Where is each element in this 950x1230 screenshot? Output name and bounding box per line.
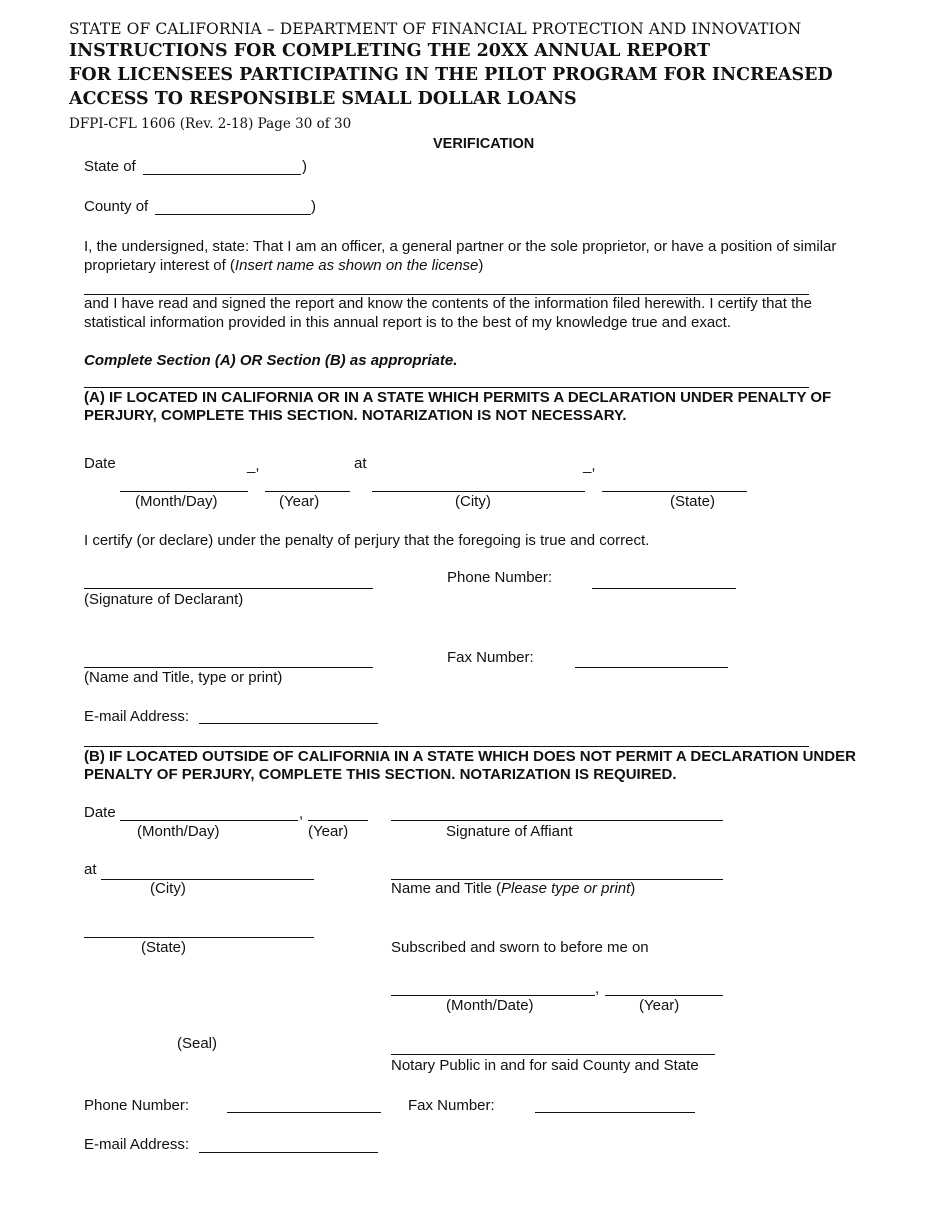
section-b-email-label: E-mail Address:	[84, 1136, 190, 1153]
state-paren: )	[302, 158, 307, 175]
section-b-city-caption: (City)	[150, 880, 186, 897]
intro-paragraph	[84, 237, 884, 275]
agency-line: STATE OF CALIFORNIA – DEPARTMENT OF FINANCIAL PROTECTION AND INNOVATION	[69, 20, 802, 38]
section-a-date-label: Date	[84, 455, 116, 472]
section-b-rule	[84, 746, 809, 747]
section-a-at-label: at	[354, 455, 367, 472]
section-b-year-field[interactable]	[308, 820, 368, 821]
section-a-city-field[interactable]	[372, 491, 585, 492]
affiant-signature-field[interactable]	[391, 820, 723, 821]
report-title-line-2: FOR LICENSEES PARTICIPATING IN THE PILOT PROGRAM FOR INCREASED	[69, 65, 833, 85]
section-b-date-label: Date	[84, 804, 116, 821]
name-title-field[interactable]	[84, 667, 373, 668]
subscribed-sworn-text: Subscribed and sworn to before me on	[391, 939, 649, 956]
county-paren: )	[311, 198, 316, 215]
county-of-label: County of	[84, 198, 149, 215]
seal-label: (Seal)	[177, 1035, 218, 1052]
section-a-year-caption: (Year)	[279, 493, 320, 510]
section-b-comma: ,	[299, 805, 304, 822]
state-of-field[interactable]	[143, 174, 301, 175]
section-a-month-day-field[interactable]	[120, 491, 248, 492]
sworn-comma: ,	[595, 980, 600, 997]
section-b-at-label: at	[84, 861, 97, 878]
name-title-suffix: )	[630, 880, 636, 897]
sworn-year-caption: (Year)	[639, 997, 680, 1014]
sworn-month-date-caption: (Month/Date)	[446, 997, 534, 1014]
name-title-italic: Please type or print	[501, 880, 631, 897]
name-title-caption: (Name and Title, type or print)	[84, 669, 283, 686]
section-b-state-caption: (State)	[141, 939, 187, 956]
declarant-signature-caption: (Signature of Declarant)	[84, 591, 244, 608]
section-a-phone-field[interactable]	[592, 588, 736, 589]
section-b-fax-field[interactable]	[535, 1112, 695, 1113]
section-a-state-caption: (State)	[670, 493, 716, 510]
intro-close: )	[478, 257, 484, 274]
section-a-email-field[interactable]	[199, 723, 378, 724]
sworn-month-date-field[interactable]	[391, 995, 595, 996]
section-a-email-label: E-mail Address:	[84, 708, 190, 725]
section-b-year-caption: (Year)	[308, 823, 349, 840]
notary-caption: Notary Public in and for said County and State	[391, 1057, 699, 1074]
section-a-sep-2: _,	[583, 457, 596, 474]
section-a-city-caption: (City)	[455, 493, 491, 510]
section-a-heading: (A) IF LOCATED IN CALIFORNIA OR IN A STATE WHICH PERMITS A DECLARATION UNDER PENALTY OF PERJURY, COMPLETE THIS SECTION. NOTARIZATION IS NOT NECESSARY.	[84, 389, 832, 424]
section-b-month-day-field[interactable]	[120, 820, 298, 821]
section-a-fax-label: Fax Number:	[447, 649, 534, 666]
section-b-email-field[interactable]	[199, 1152, 378, 1153]
county-of-field[interactable]	[155, 214, 311, 215]
section-b-name-title-caption	[391, 880, 635, 897]
notary-signature-field[interactable]	[391, 1054, 715, 1055]
name-title-prefix: Name and Title (	[391, 880, 502, 897]
intro-text: I, the undersigned, state: That I am an officer, a general partner or the sole proprietor, or have a position of similar proprietary interest of (	[84, 238, 837, 274]
section-b-state-field[interactable]	[84, 937, 314, 938]
section-b-fax-label: Fax Number:	[408, 1097, 495, 1114]
certify-paragraph: and I have read and signed the report and know the contents of the information filed herewith. I certify that the statistical information provided in this annual report is to the best of my knowledge true and exact.	[84, 295, 812, 331]
section-b-city-field[interactable]	[101, 879, 314, 880]
report-title-line-1: INSTRUCTIONS FOR COMPLETING THE 20XX ANNUAL REPORT	[69, 41, 711, 61]
perjury-declaration: I certify (or declare) under the penalty of perjury that the foregoing is true and correct.	[84, 532, 650, 549]
section-a-sep-1: _,	[247, 457, 260, 474]
section-a-month-day-caption: (Month/Day)	[135, 493, 218, 510]
section-instruction: Complete Section (A) OR Section (B) as appropriate.	[84, 352, 458, 369]
section-a-state-field[interactable]	[602, 491, 747, 492]
section-a-rule	[84, 387, 809, 388]
sworn-year-field[interactable]	[605, 995, 723, 996]
affiant-signature-caption: Signature of Affiant	[446, 823, 573, 840]
section-b-phone-label: Phone Number:	[84, 1097, 190, 1114]
report-title-line-3: ACCESS TO RESPONSIBLE SMALL DOLLAR LOANS	[69, 89, 577, 109]
section-a-year-field[interactable]	[265, 491, 350, 492]
declarant-signature-field[interactable]	[84, 588, 373, 589]
state-of-label: State of	[84, 158, 136, 175]
form-id: DFPI-CFL 1606 (Rev. 2-18) Page 30 of 30	[69, 116, 352, 132]
section-b-heading: (B) IF LOCATED OUTSIDE OF CALIFORNIA IN A STATE WHICH DOES NOT PERMIT A DECLARATION UNDER PENALTY OF PERJURY, COMPLETE THIS SECTION. NOTARIZATION IS REQUIRED.	[84, 748, 856, 783]
intro-italic: Insert name as shown on the license	[234, 257, 479, 274]
section-a-fax-field[interactable]	[575, 667, 728, 668]
verification-heading: VERIFICATION	[433, 136, 535, 152]
section-a-phone-label: Phone Number:	[447, 569, 553, 586]
section-b-month-day-caption: (Month/Day)	[137, 823, 220, 840]
section-b-phone-field[interactable]	[227, 1112, 381, 1113]
